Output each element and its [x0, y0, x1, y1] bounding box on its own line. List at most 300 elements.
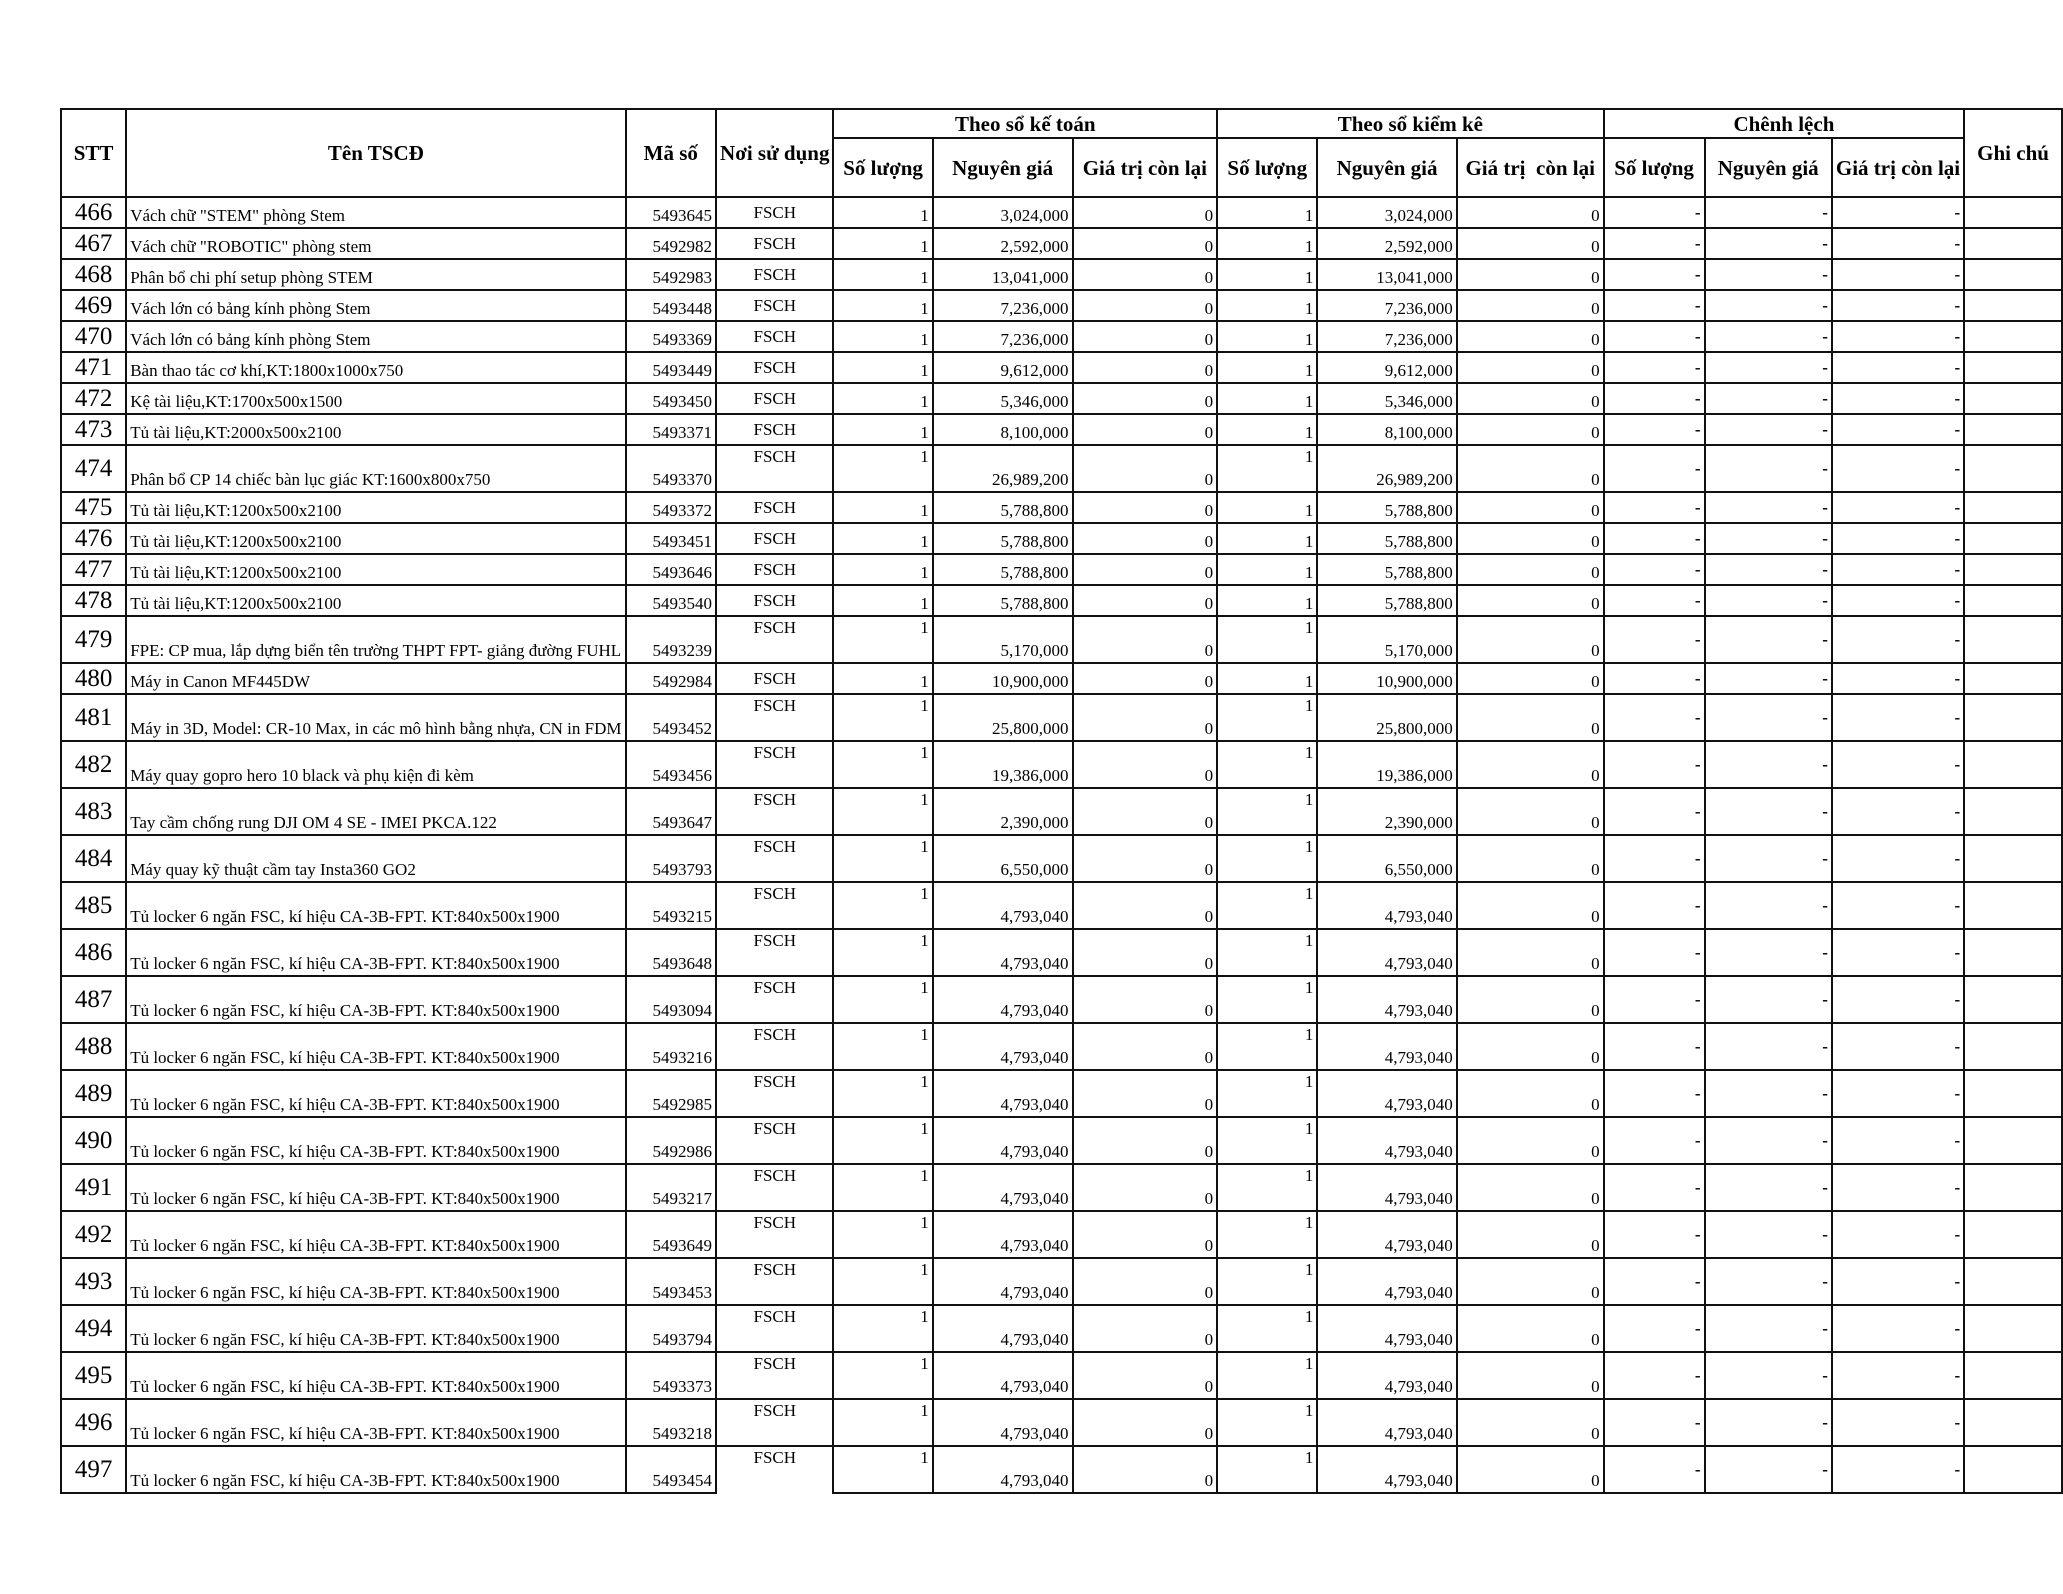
row-difference-cost: -: [1705, 1070, 1832, 1117]
row-inventory-residual: 0: [1457, 414, 1604, 445]
row-note: [1964, 197, 2062, 228]
row-inventory-residual: 0: [1457, 929, 1604, 976]
row-stt: 487: [61, 976, 126, 1023]
row-difference-residual: -: [1832, 1164, 1964, 1211]
row-location: FSCH: [716, 616, 833, 663]
row-stt: 477: [61, 554, 126, 585]
row-asset-code: 5493371: [626, 414, 717, 445]
row-difference-qty: -: [1604, 882, 1705, 929]
table-row: [61, 1399, 2062, 1446]
row-inventory-residual: 0: [1457, 554, 1604, 585]
row-asset-code: 5493216: [626, 1023, 717, 1070]
header-location: Nơi sử dụng: [716, 109, 833, 197]
row-accounting-qty: 1: [833, 1305, 932, 1352]
row-accounting-qty: 1: [833, 1352, 932, 1399]
row-accounting-residual: 0: [1073, 1305, 1218, 1352]
row-inventory-qty: 1: [1217, 1117, 1317, 1164]
row-difference-residual: -: [1832, 976, 1964, 1023]
table-row: [61, 663, 2062, 694]
row-inventory-qty: 1: [1217, 523, 1317, 554]
row-accounting-cost: 4,793,040: [933, 1211, 1073, 1258]
row-inventory-qty: 1: [1217, 228, 1317, 259]
row-difference-residual: -: [1832, 1211, 1964, 1258]
row-asset-code: 5493645: [626, 197, 717, 228]
row-note: [1964, 1164, 2062, 1211]
row-inventory-qty: 1: [1217, 1352, 1317, 1399]
row-accounting-residual: 0: [1073, 929, 1218, 976]
row-stt: 484: [61, 835, 126, 882]
row-inventory-cost: 4,793,040: [1317, 882, 1456, 929]
row-note: [1964, 492, 2062, 523]
row-inventory-cost: 4,793,040: [1317, 1023, 1456, 1070]
row-accounting-cost: 4,793,040: [933, 1446, 1073, 1493]
row-asset-name: Tủ tài liệu,KT:1200x500x2100: [126, 554, 625, 585]
row-location: FSCH: [716, 788, 833, 835]
table-row: [61, 1211, 2062, 1258]
row-difference-residual: -: [1832, 383, 1964, 414]
table-row: [61, 694, 2062, 741]
row-asset-name: Tủ locker 6 ngăn FSC, kí hiệu CA-3B-FPT. KT:840x500x1900: [126, 1258, 625, 1305]
table-row: [61, 616, 2062, 663]
table-row: [61, 321, 2062, 352]
row-asset-name: Tủ tài liệu,KT:2000x500x2100: [126, 414, 625, 445]
row-difference-qty: -: [1604, 1446, 1705, 1493]
row-location: FSCH: [716, 1446, 833, 1493]
row-accounting-residual: 0: [1073, 414, 1218, 445]
row-difference-residual: -: [1832, 197, 1964, 228]
row-asset-code: 5492985: [626, 1070, 717, 1117]
row-asset-name: Vách lớn có bảng kính phòng Stem: [126, 290, 625, 321]
row-stt: 491: [61, 1164, 126, 1211]
row-difference-residual: -: [1832, 694, 1964, 741]
row-accounting-residual: 0: [1073, 383, 1218, 414]
fixed-asset-inventory-table: [60, 108, 2063, 1494]
row-stt: 495: [61, 1352, 126, 1399]
row-difference-residual: -: [1832, 1117, 1964, 1164]
row-accounting-residual: 0: [1073, 976, 1218, 1023]
row-asset-code: 5492984: [626, 663, 717, 694]
row-difference-qty: -: [1604, 1164, 1705, 1211]
table-row: [61, 1117, 2062, 1164]
row-note: [1964, 1258, 2062, 1305]
row-accounting-cost: 4,793,040: [933, 976, 1073, 1023]
row-inventory-qty: 1: [1217, 414, 1317, 445]
row-location: FSCH: [716, 383, 833, 414]
row-accounting-qty: 1: [833, 352, 932, 383]
row-location: FSCH: [716, 741, 833, 788]
row-asset-code: 5493452: [626, 694, 717, 741]
row-inventory-residual: 0: [1457, 321, 1604, 352]
row-asset-name: Tủ locker 6 ngăn FSC, kí hiệu CA-3B-FPT. KT:840x500x1900: [126, 1399, 625, 1446]
row-inventory-residual: 0: [1457, 1352, 1604, 1399]
table-row: [61, 414, 2062, 445]
row-inventory-cost: 6,550,000: [1317, 835, 1456, 882]
row-stt: 483: [61, 788, 126, 835]
row-difference-cost: -: [1705, 445, 1832, 492]
row-difference-qty: -: [1604, 383, 1705, 414]
row-note: [1964, 741, 2062, 788]
row-difference-cost: -: [1705, 1023, 1832, 1070]
row-inventory-residual: 0: [1457, 616, 1604, 663]
row-difference-cost: -: [1705, 259, 1832, 290]
row-inventory-qty: 1: [1217, 663, 1317, 694]
row-stt: 476: [61, 523, 126, 554]
row-note: [1964, 352, 2062, 383]
row-stt: 468: [61, 259, 126, 290]
row-inventory-residual: 0: [1457, 835, 1604, 882]
header-difference-cost: Nguyên giá: [1705, 138, 1832, 197]
row-inventory-residual: 0: [1457, 352, 1604, 383]
row-location: FSCH: [716, 492, 833, 523]
row-inventory-residual: 0: [1457, 1023, 1604, 1070]
row-difference-qty: -: [1604, 663, 1705, 694]
row-accounting-residual: 0: [1073, 445, 1218, 492]
table-row: [61, 585, 2062, 616]
row-inventory-residual: 0: [1457, 1211, 1604, 1258]
table-row: [61, 976, 2062, 1023]
header-accounting-qty: Số lượng: [833, 138, 932, 197]
row-note: [1964, 616, 2062, 663]
row-note: [1964, 523, 2062, 554]
row-inventory-residual: 0: [1457, 228, 1604, 259]
row-accounting-qty: 1: [833, 321, 932, 352]
row-difference-residual: -: [1832, 882, 1964, 929]
row-inventory-residual: 0: [1457, 1399, 1604, 1446]
row-asset-name: Máy quay kỹ thuật cầm tay Insta360 GO2: [126, 835, 625, 882]
table-row: [61, 197, 2062, 228]
row-inventory-cost: 4,793,040: [1317, 1446, 1456, 1493]
row-location: FSCH: [716, 835, 833, 882]
row-inventory-cost: 4,793,040: [1317, 929, 1456, 976]
row-inventory-qty: 1: [1217, 585, 1317, 616]
row-stt: 497: [61, 1446, 126, 1493]
row-difference-cost: -: [1705, 1399, 1832, 1446]
row-accounting-cost: 2,390,000: [933, 788, 1073, 835]
row-inventory-qty: 1: [1217, 1305, 1317, 1352]
row-difference-residual: -: [1832, 741, 1964, 788]
row-asset-name: Phân bổ chi phí setup phòng STEM: [126, 259, 625, 290]
table-row: [61, 788, 2062, 835]
row-location: FSCH: [716, 554, 833, 585]
row-asset-code: 5493646: [626, 554, 717, 585]
header-accounting-residual: Giá trị còn lại: [1073, 138, 1218, 197]
row-inventory-cost: 7,236,000: [1317, 290, 1456, 321]
header-note: Ghi chú: [1964, 109, 2062, 197]
row-accounting-cost: 19,386,000: [933, 741, 1073, 788]
row-difference-cost: -: [1705, 976, 1832, 1023]
row-asset-name: Tủ tài liệu,KT:1200x500x2100: [126, 492, 625, 523]
row-inventory-residual: 0: [1457, 585, 1604, 616]
row-difference-cost: -: [1705, 694, 1832, 741]
row-accounting-qty: 1: [833, 554, 932, 585]
row-accounting-cost: 9,612,000: [933, 352, 1073, 383]
row-difference-cost: -: [1705, 321, 1832, 352]
row-asset-name: Tủ locker 6 ngăn FSC, kí hiệu CA-3B-FPT. KT:840x500x1900: [126, 1023, 625, 1070]
row-location: FSCH: [716, 585, 833, 616]
row-difference-qty: -: [1604, 694, 1705, 741]
row-difference-cost: -: [1705, 554, 1832, 585]
table-row: [61, 352, 2062, 383]
row-accounting-qty: 1: [833, 694, 932, 741]
row-accounting-residual: 0: [1073, 259, 1218, 290]
row-inventory-residual: 0: [1457, 741, 1604, 788]
row-accounting-qty: 1: [833, 290, 932, 321]
header-difference-qty: Số lượng: [1604, 138, 1705, 197]
row-accounting-qty: 1: [833, 197, 932, 228]
row-difference-qty: -: [1604, 1070, 1705, 1117]
row-inventory-cost: 3,024,000: [1317, 197, 1456, 228]
row-difference-qty: -: [1604, 554, 1705, 585]
row-note: [1964, 1023, 2062, 1070]
row-accounting-cost: 7,236,000: [933, 321, 1073, 352]
row-accounting-cost: 5,170,000: [933, 616, 1073, 663]
row-accounting-cost: 4,793,040: [933, 1023, 1073, 1070]
row-accounting-residual: 0: [1073, 741, 1218, 788]
row-stt: 480: [61, 663, 126, 694]
row-location: FSCH: [716, 976, 833, 1023]
row-difference-cost: -: [1705, 1446, 1832, 1493]
row-stt: 488: [61, 1023, 126, 1070]
row-accounting-qty: 1: [833, 882, 932, 929]
row-asset-code: 5492986: [626, 1117, 717, 1164]
table-header: [61, 109, 2062, 197]
row-inventory-cost: 4,793,040: [1317, 976, 1456, 1023]
row-asset-name: Máy quay gopro hero 10 black và phụ kiện đi kèm: [126, 741, 625, 788]
row-difference-cost: -: [1705, 523, 1832, 554]
row-location: FSCH: [716, 1399, 833, 1446]
row-inventory-cost: 4,793,040: [1317, 1117, 1456, 1164]
row-inventory-residual: 0: [1457, 492, 1604, 523]
row-asset-name: FPE: CP mua, lắp dựng biển tên trường THPT FPT- giảng đường FUHL: [126, 616, 625, 663]
row-difference-cost: -: [1705, 383, 1832, 414]
row-difference-cost: -: [1705, 228, 1832, 259]
row-inventory-cost: 5,788,800: [1317, 585, 1456, 616]
row-difference-qty: -: [1604, 1258, 1705, 1305]
row-location: FSCH: [716, 197, 833, 228]
table-row: [61, 554, 2062, 585]
table-row: [61, 259, 2062, 290]
row-difference-qty: -: [1604, 1399, 1705, 1446]
row-stt: 494: [61, 1305, 126, 1352]
row-accounting-qty: 1: [833, 1211, 932, 1258]
table-row: [61, 1023, 2062, 1070]
row-accounting-residual: 0: [1073, 882, 1218, 929]
row-inventory-qty: 1: [1217, 1446, 1317, 1493]
row-note: [1964, 694, 2062, 741]
row-difference-qty: -: [1604, 835, 1705, 882]
table-row: [61, 383, 2062, 414]
row-accounting-cost: 4,793,040: [933, 1352, 1073, 1399]
row-difference-cost: -: [1705, 1211, 1832, 1258]
row-difference-residual: -: [1832, 523, 1964, 554]
row-asset-code: 5493215: [626, 882, 717, 929]
row-difference-qty: -: [1604, 1023, 1705, 1070]
row-asset-name: Tủ locker 6 ngăn FSC, kí hiệu CA-3B-FPT. KT:840x500x1900: [126, 1446, 625, 1493]
row-inventory-cost: 7,236,000: [1317, 321, 1456, 352]
row-inventory-qty: 1: [1217, 1399, 1317, 1446]
row-difference-residual: -: [1832, 1258, 1964, 1305]
row-note: [1964, 976, 2062, 1023]
row-accounting-qty: 1: [833, 1023, 932, 1070]
row-accounting-cost: 4,793,040: [933, 1117, 1073, 1164]
row-asset-code: 5493217: [626, 1164, 717, 1211]
row-location: FSCH: [716, 259, 833, 290]
row-inventory-residual: 0: [1457, 523, 1604, 554]
row-note: [1964, 882, 2062, 929]
row-difference-residual: -: [1832, 835, 1964, 882]
row-accounting-qty: 1: [833, 1399, 932, 1446]
row-inventory-cost: 4,793,040: [1317, 1305, 1456, 1352]
row-difference-cost: -: [1705, 197, 1832, 228]
row-difference-residual: -: [1832, 352, 1964, 383]
row-accounting-cost: 25,800,000: [933, 694, 1073, 741]
row-accounting-residual: 0: [1073, 788, 1218, 835]
header-accounting-cost: Nguyên giá: [933, 138, 1073, 197]
row-inventory-cost: 4,793,040: [1317, 1070, 1456, 1117]
row-asset-name: Tủ locker 6 ngăn FSC, kí hiệu CA-3B-FPT. KT:840x500x1900: [126, 1164, 625, 1211]
row-inventory-cost: 8,100,000: [1317, 414, 1456, 445]
row-accounting-qty: 1: [833, 1070, 932, 1117]
row-accounting-residual: 0: [1073, 523, 1218, 554]
table-row: [61, 1164, 2062, 1211]
table-row: [61, 741, 2062, 788]
row-note: [1964, 835, 2062, 882]
row-difference-qty: -: [1604, 523, 1705, 554]
row-inventory-qty: 1: [1217, 1164, 1317, 1211]
row-accounting-residual: 0: [1073, 554, 1218, 585]
row-accounting-qty: 1: [833, 523, 932, 554]
row-stt: 486: [61, 929, 126, 976]
row-stt: 490: [61, 1117, 126, 1164]
row-note: [1964, 1070, 2062, 1117]
header-stt: STT: [61, 109, 126, 197]
row-asset-code: 5493372: [626, 492, 717, 523]
row-difference-qty: -: [1604, 585, 1705, 616]
row-difference-qty: -: [1604, 492, 1705, 523]
row-asset-code: 5493453: [626, 1258, 717, 1305]
table-body: [61, 197, 2062, 1493]
table-row: [61, 445, 2062, 492]
row-asset-name: Tủ locker 6 ngăn FSC, kí hiệu CA-3B-FPT. KT:840x500x1900: [126, 1305, 625, 1352]
table-row: [61, 882, 2062, 929]
row-difference-cost: -: [1705, 1352, 1832, 1399]
table-row: [61, 228, 2062, 259]
row-stt: 472: [61, 383, 126, 414]
row-inventory-qty: 1: [1217, 1070, 1317, 1117]
row-stt: 489: [61, 1070, 126, 1117]
row-difference-residual: -: [1832, 445, 1964, 492]
row-note: [1964, 663, 2062, 694]
row-asset-name: Tay cầm chống rung DJI OM 4 SE - IMEI PKCA.122: [126, 788, 625, 835]
header-group-accounting: Theo sổ kế toán: [833, 109, 1217, 138]
row-difference-cost: -: [1705, 882, 1832, 929]
row-inventory-residual: 0: [1457, 663, 1604, 694]
row-note: [1964, 1446, 2062, 1493]
row-difference-qty: -: [1604, 741, 1705, 788]
row-difference-cost: -: [1705, 741, 1832, 788]
row-note: [1964, 1399, 2062, 1446]
row-inventory-residual: 0: [1457, 788, 1604, 835]
row-location: FSCH: [716, 321, 833, 352]
row-accounting-residual: 0: [1073, 1352, 1218, 1399]
row-location: FSCH: [716, 414, 833, 445]
row-accounting-qty: 1: [833, 1117, 932, 1164]
row-note: [1964, 1305, 2062, 1352]
row-inventory-qty: 1: [1217, 445, 1317, 492]
row-accounting-residual: 0: [1073, 197, 1218, 228]
row-inventory-cost: 4,793,040: [1317, 1352, 1456, 1399]
table-row: [61, 290, 2062, 321]
row-accounting-residual: 0: [1073, 1446, 1218, 1493]
row-location: FSCH: [716, 882, 833, 929]
row-inventory-residual: 0: [1457, 1446, 1604, 1493]
row-asset-code: 5492982: [626, 228, 717, 259]
row-accounting-residual: 0: [1073, 616, 1218, 663]
row-difference-qty: -: [1604, 1352, 1705, 1399]
row-note: [1964, 929, 2062, 976]
row-accounting-cost: 5,788,800: [933, 492, 1073, 523]
row-asset-code: 5493373: [626, 1352, 717, 1399]
row-accounting-residual: 0: [1073, 1117, 1218, 1164]
row-stt: 471: [61, 352, 126, 383]
row-difference-qty: -: [1604, 259, 1705, 290]
row-difference-qty: -: [1604, 1117, 1705, 1164]
row-difference-cost: -: [1705, 1258, 1832, 1305]
row-note: [1964, 1117, 2062, 1164]
row-inventory-qty: 1: [1217, 835, 1317, 882]
row-inventory-qty: 1: [1217, 929, 1317, 976]
row-inventory-qty: 1: [1217, 259, 1317, 290]
row-accounting-residual: 0: [1073, 1399, 1218, 1446]
row-stt: 478: [61, 585, 126, 616]
row-difference-residual: -: [1832, 554, 1964, 585]
row-asset-name: Tủ tài liệu,KT:1200x500x2100: [126, 585, 625, 616]
row-accounting-qty: 1: [833, 492, 932, 523]
row-asset-code: 5493649: [626, 1211, 717, 1258]
row-accounting-qty: 1: [833, 1446, 932, 1493]
row-inventory-qty: 1: [1217, 197, 1317, 228]
row-asset-code: 5493370: [626, 445, 717, 492]
row-location: FSCH: [716, 1258, 833, 1305]
row-asset-code: 5493369: [626, 321, 717, 352]
row-inventory-residual: 0: [1457, 1305, 1604, 1352]
row-accounting-cost: 7,236,000: [933, 290, 1073, 321]
table-row: [61, 492, 2062, 523]
row-inventory-qty: 1: [1217, 1258, 1317, 1305]
row-inventory-cost: 26,989,200: [1317, 445, 1456, 492]
row-accounting-residual: 0: [1073, 1023, 1218, 1070]
row-accounting-qty: 1: [833, 228, 932, 259]
row-note: [1964, 383, 2062, 414]
row-note: [1964, 259, 2062, 290]
row-asset-name: Tủ locker 6 ngăn FSC, kí hiệu CA-3B-FPT. KT:840x500x1900: [126, 1117, 625, 1164]
row-difference-cost: -: [1705, 835, 1832, 882]
row-stt: 470: [61, 321, 126, 352]
row-accounting-qty: 1: [833, 1258, 932, 1305]
row-difference-cost: -: [1705, 290, 1832, 321]
row-inventory-residual: 0: [1457, 197, 1604, 228]
row-asset-name: Kệ tài liệu,KT:1700x500x1500: [126, 383, 625, 414]
row-difference-cost: -: [1705, 585, 1832, 616]
row-difference-qty: -: [1604, 414, 1705, 445]
row-inventory-qty: 1: [1217, 492, 1317, 523]
row-accounting-cost: 8,100,000: [933, 414, 1073, 445]
table-row: [61, 1070, 2062, 1117]
row-inventory-qty: 1: [1217, 321, 1317, 352]
row-note: [1964, 228, 2062, 259]
row-note: [1964, 445, 2062, 492]
row-stt: 493: [61, 1258, 126, 1305]
